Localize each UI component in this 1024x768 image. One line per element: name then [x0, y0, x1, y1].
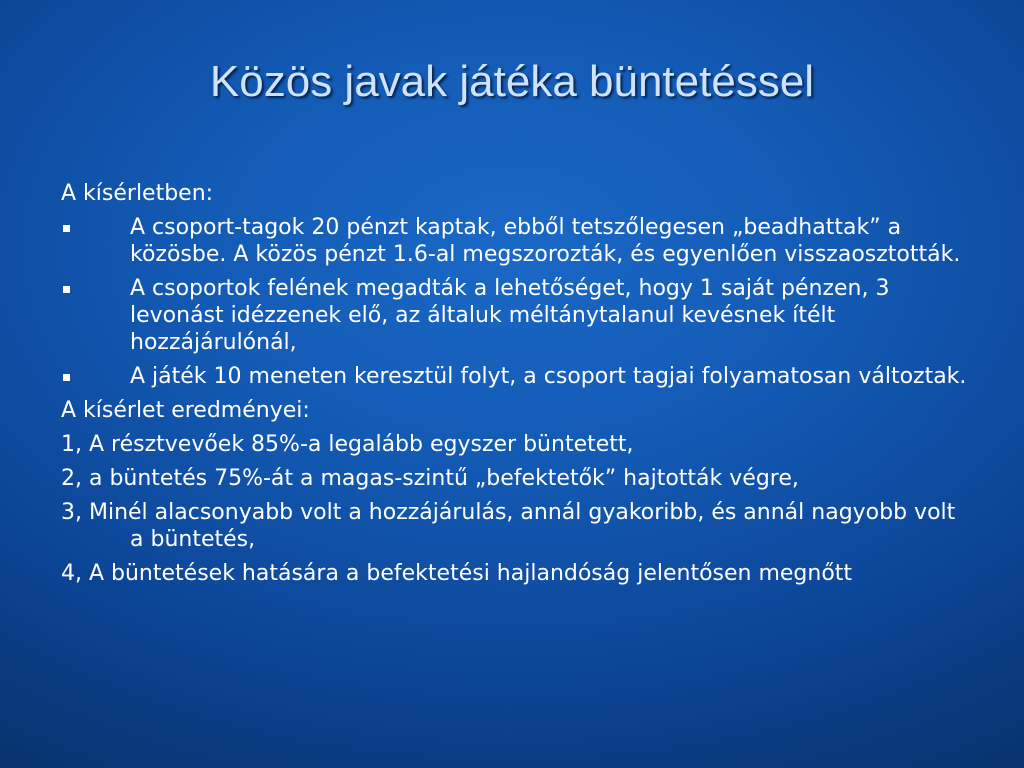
- result-item: 4, A büntetések hatására a befektetési hajlandóság jelentősen megnőtt: [61, 561, 853, 586]
- bullet-text: A játék 10 meneten keresztül folyt, a csoport tagjai folyamatosan változtak.: [130, 364, 967, 389]
- square-bullet-icon: [63, 286, 70, 293]
- slide-title: Közös javak játéka büntetéssel: [209, 57, 815, 106]
- bullet-text: A csoport-tagok 20 pénzt kaptak, ebből tetszőlegesen „beadhattak” a közösbe. A közös pénzt 1.6-al megszorozták, és egyenlően visszaosztották.: [130, 215, 961, 267]
- result-item: 2, a büntetés 75%-át a magas-szintű „befektetők” hajtották végre,: [61, 466, 799, 491]
- bullet-text: A csoportok felének megadták a lehetőséget, hogy 1 saját pénzen, 3 levonást idézzenek elő, az általuk méltánytalanul kevésnek ítélt hozzájárulónál,: [130, 276, 890, 355]
- bullet-item: [61, 363, 971, 390]
- bullet-item: [61, 214, 971, 268]
- slide-body: [61, 180, 971, 594]
- results-heading: A kísérlet eredményei:: [61, 398, 310, 423]
- result-item: 3, Minél alacsonyabb volt a hozzájárulás, annál gyakoribb, és annál nagyobb volt a büntetés,: [61, 500, 956, 552]
- square-bullet-icon: [63, 225, 70, 232]
- result-item: 1, A résztvevőek 85%-a legalább egyszer büntetett,: [61, 432, 634, 457]
- square-bullet-icon: [63, 374, 70, 381]
- intro-text: A kísérletben:: [61, 181, 214, 206]
- bullet-item: [61, 275, 971, 356]
